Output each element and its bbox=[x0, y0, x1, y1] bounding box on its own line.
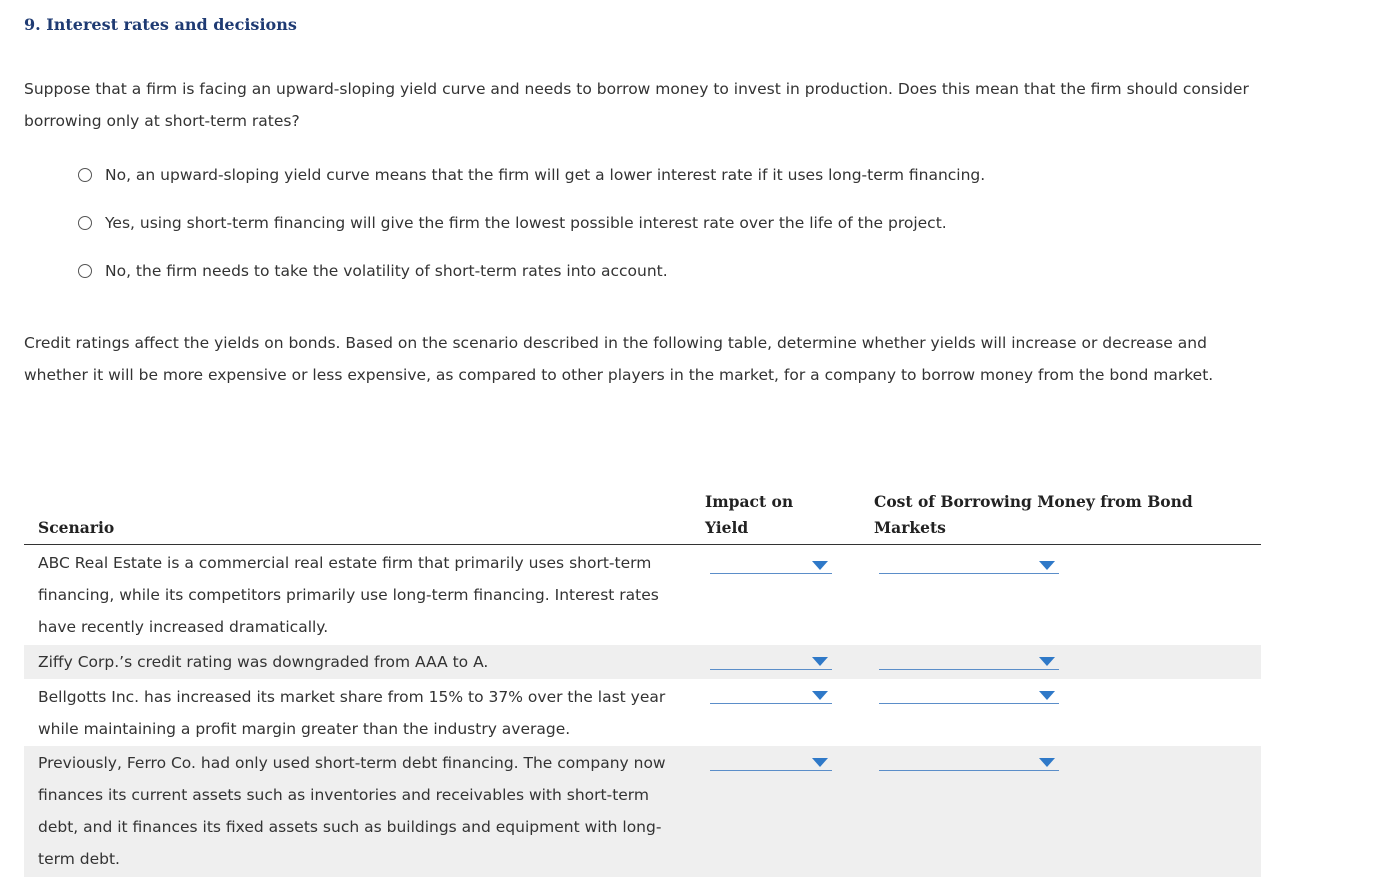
answer-options bbox=[78, 163, 985, 307]
impact-dropdown[interactable] bbox=[710, 756, 832, 771]
cost-dropdown[interactable] bbox=[879, 756, 1059, 771]
option-1[interactable] bbox=[78, 163, 985, 187]
triangle-down-icon bbox=[1039, 657, 1055, 666]
cost-dropdown[interactable] bbox=[879, 655, 1059, 670]
header-impact-on-yield: Impact on Yield bbox=[705, 492, 794, 537]
table-row bbox=[24, 746, 1261, 877]
cost-dropdown[interactable] bbox=[879, 559, 1059, 574]
radio-unselected-icon[interactable] bbox=[78, 216, 92, 230]
scenario-table bbox=[24, 488, 1261, 877]
option-3[interactable] bbox=[78, 259, 985, 283]
scenario-text: Ziffy Corp.’s credit rating was downgraded from AAA to A. bbox=[38, 653, 489, 671]
triangle-down-icon bbox=[1039, 758, 1055, 767]
scenario-text: Previously, Ferro Co. had only used short-term debt financing. The company now finances its current assets such as inventories and receivables with short-term debt, and it finances its fixed assets such as buildings and equipment with long-term debt. bbox=[38, 754, 666, 868]
option-label: No, the firm needs to take the volatility of short-term rates into account. bbox=[105, 262, 668, 280]
radio-unselected-icon[interactable] bbox=[78, 264, 92, 278]
table-header bbox=[24, 488, 1261, 545]
radio-unselected-icon[interactable] bbox=[78, 168, 92, 182]
triangle-down-icon bbox=[812, 758, 828, 767]
header-scenario: Scenario bbox=[38, 518, 115, 537]
option-label: Yes, using short-term financing will give the firm the lowest possible interest rate over the life of the project. bbox=[105, 214, 947, 232]
triangle-down-icon bbox=[1039, 561, 1055, 570]
table-row bbox=[24, 545, 1261, 645]
triangle-down-icon bbox=[812, 561, 828, 570]
impact-dropdown[interactable] bbox=[710, 689, 832, 704]
triangle-down-icon bbox=[812, 657, 828, 666]
table-row bbox=[24, 645, 1261, 679]
option-label: No, an upward-sloping yield curve means that the firm will get a lower interest rate if it uses long-term financing. bbox=[105, 166, 986, 184]
impact-dropdown[interactable] bbox=[710, 655, 832, 670]
cost-dropdown[interactable] bbox=[879, 689, 1059, 704]
option-2[interactable] bbox=[78, 211, 985, 235]
header-cost-of-borrowing: Cost of Borrowing Money from Bond Markets bbox=[874, 492, 1193, 537]
scenario-text: Bellgotts Inc. has increased its market share from 15% to 37% over the last year while maintaining a profit margin greater than the industry average. bbox=[38, 688, 666, 738]
triangle-down-icon bbox=[812, 691, 828, 700]
table-row bbox=[24, 679, 1261, 746]
question-1-text: Suppose that a firm is facing an upward-sloping yield curve and needs to borrow money to invest in production. Does this mean that the firm should consider borrowing only at short-term rates? bbox=[24, 80, 1249, 130]
impact-dropdown[interactable] bbox=[710, 559, 832, 574]
scenario-text: ABC Real Estate is a commercial real estate firm that primarily uses short-term financing, while its competitors primarily use long-term financing. Interest rates have recently increased dramatically. bbox=[38, 554, 659, 636]
question-2-text: Credit ratings affect the yields on bonds. Based on the scenario described in the following table, determine whether yields will increase or decrease and whether it will be more expensive or less expensive, as compared to other players in the market, for a company to borrow money from the bond market. bbox=[24, 334, 1214, 384]
triangle-down-icon bbox=[1039, 691, 1055, 700]
page-title: 9. Interest rates and decisions bbox=[24, 15, 297, 34]
